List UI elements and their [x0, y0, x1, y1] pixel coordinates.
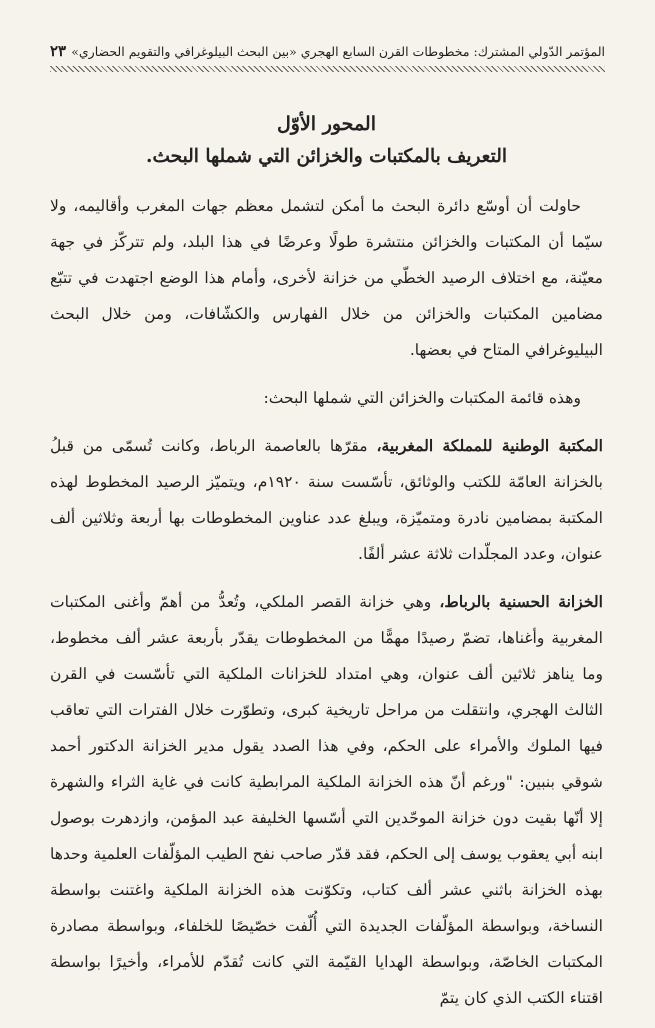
library-hassania-text: وهي خزانة القصر الملكي، وتُعدُّ من أهمّ وأغنى المكتبات المغربية وأغناها، تضمّ رصيدًا مهمًّا من المخطوطات يقدّر بأربعة عشر ألف مخطوط، وما يناهز ثلاثين ألف عنوان، وهي امتداد للخزانات الملكية التي تأسّست في القرن الثالث الهجري، وانتقلت من مراحل تاريخية كبرى، وتطوّرت خلال الفترات التي تعاقب فيها الملوك والأمراء على الحكم، وفي هذا الصدد يقول مدير الخزانة الدكتور أحمد شوقي بنبين: "ورغم أنّ هذه الخزانة الملكية المرابطية كانت في غاية الثراء والشهرة إلا أنّها بقيت دون خزانة الموحّدين التي أسّسها الخليفة عبد المؤمن، وازدهرت بوصول ابنه أبي يعقوب يوسف إلى الحكم، فقد قدّر صاحب نفح الطيب المؤلّفات العلمية وحدها بهذه الخزانة باثني عشر ألف كتاب، وتكوّنت هذه الخزانة الملكية واغتنت بواسطة النساخة، وبواسطة المؤلّفات الجديدة التي أُلّفت خصّيصًا للخلفاء، وبواسطة مصادرة المكتبات الخاصّة، وبواسطة الهدايا القيّمة التي كانت تُقدّم للأمراء، وأخيرًا بواسطة اقتناء الكتب الذي كان يتمّ — [50, 593, 603, 1008]
library-national-text: مقرّها بالعاصمة الرباط، وكانت تُسمّى من قبلُ بالخزانة العامّة للكتب والوثائق، تأسّست سنة ١٩٢٠م، ويتميّز الرصيد المخطوط لهذه المكتبة بمضامين نادرة ومتميّزة، ويبلغ عدد عناوين المخطوطات بها أربعة وثلاثين ألف عنوان، وعدد المجلّدات ثلاثة عشر ألفًا. — [50, 437, 603, 564]
intro-paragraph: حاولت أن أوسّع دائرة البحث ما أمكن لتشمل معظم جهات المغرب وأقاليمه، ولا سيّما أن المكتبات والخزائن منتشرة طولًا وعرضًا في هذا البلد، ولم تتركّز في جهة معيّنة، مع اختلاف الرصيد الخطّي من خزانة لأخرى، وأمام هذا الوضع اجتهدت في تتبّع مضامين المكتبات والخزائن من خلال الفهارس والكشّافات، ومن خلال البحث البيليوغرافي المتاح في بعضها. — [50, 197, 603, 360]
header-rule — [50, 66, 605, 72]
header-title: المؤتمر الدّولي المشترك: مخطوطات القرن السابع الهجري «بين البحث البيلوغرافي والتقويم الحضاري» — [71, 43, 605, 59]
running-header — [50, 38, 605, 64]
section-title: المحور الأوّل — [276, 113, 377, 135]
page-number: ٢٣ — [50, 42, 67, 60]
library-hassania-name: الخزانة الحسنية بالرباط، — [439, 592, 604, 612]
page-body — [50, 110, 603, 1028]
library-national-paragraph — [50, 428, 603, 572]
library-hassania-paragraph — [50, 584, 603, 1016]
section-subtitle: التعريف بالمكتبات والخزائن التي شملها البحث. — [146, 145, 507, 167]
list-intro-paragraph: وهذه قائمة المكتبات والخزائن التي شملها البحث: — [263, 389, 581, 408]
library-national-name: المكتبة الوطنية للمملكة المغربية، — [376, 436, 603, 456]
